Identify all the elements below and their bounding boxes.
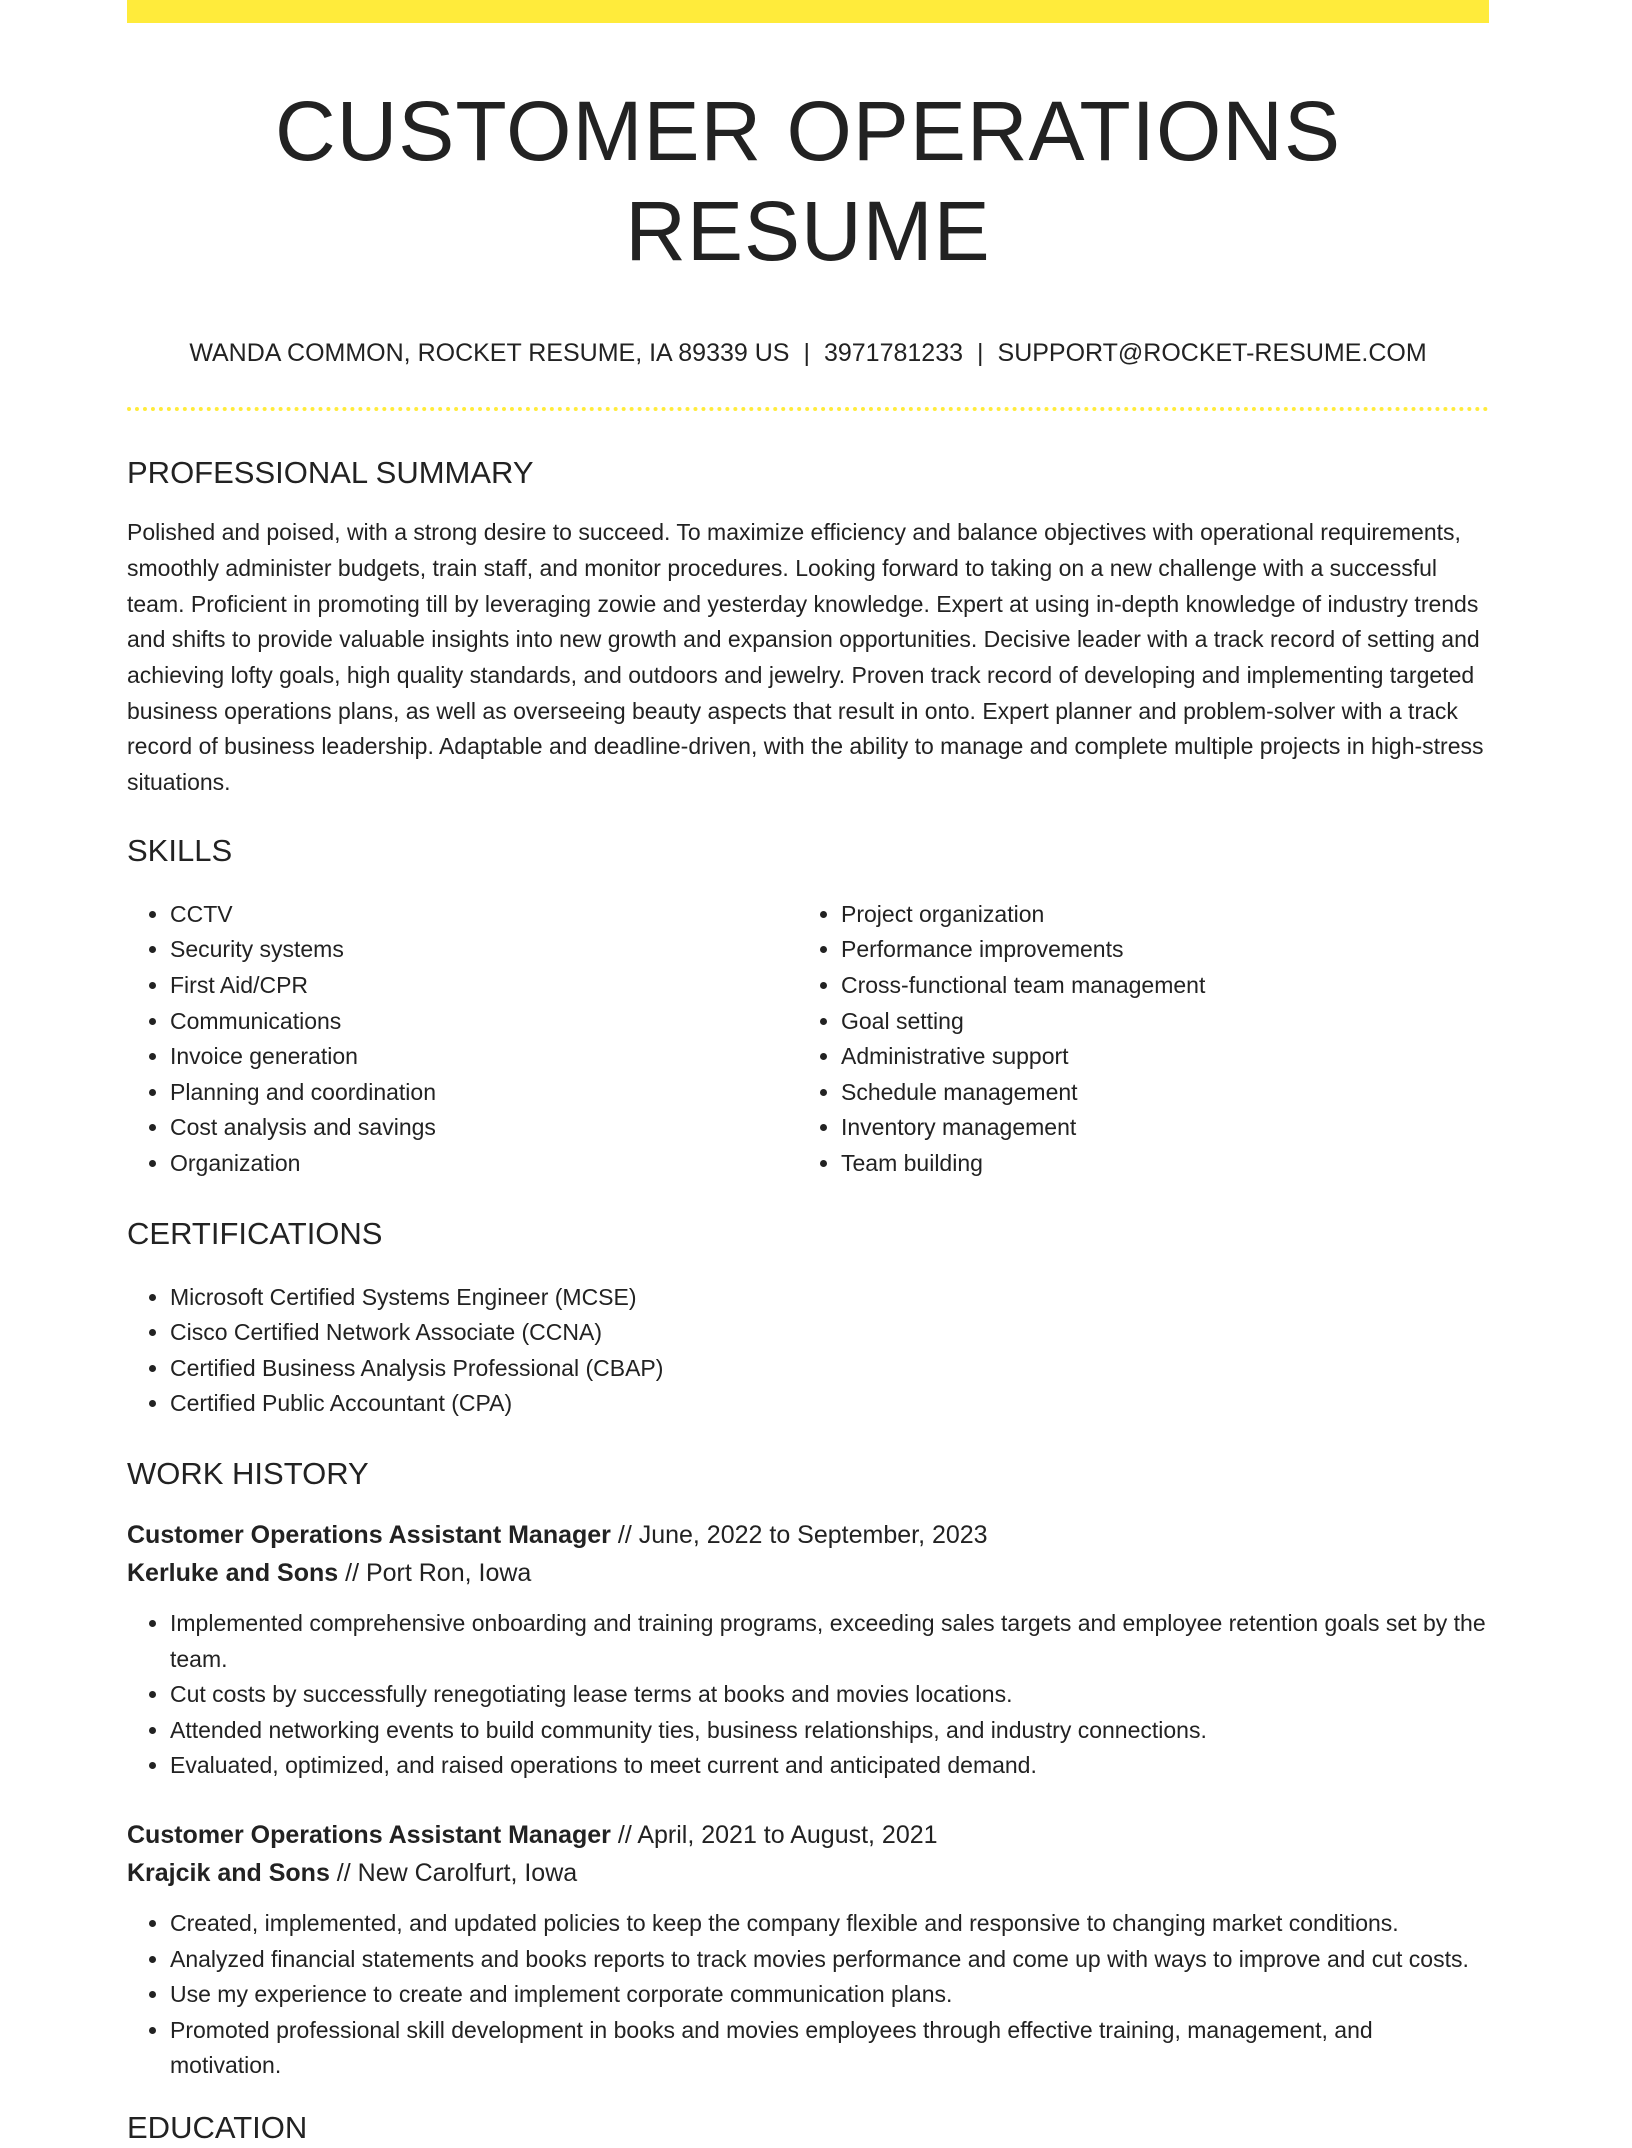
certification-item: • Microsoft Certified Systems Engineer (MCSE) <box>170 1280 1489 1316</box>
job-company-line <box>127 1554 1489 1592</box>
certifications-heading: CERTIFICATIONS <box>127 1215 383 1251</box>
education-heading: EDUCATION <box>127 2109 308 2145</box>
job-entry <box>127 1516 1489 1784</box>
job-entry <box>127 1816 1489 2084</box>
skills-left-list <box>127 897 798 1182</box>
job-duty: • Attended networking events to build community ties, business relationships, and industry connections. <box>170 1713 1489 1749</box>
job-location: // Port Ron, Iowa <box>338 1559 532 1588</box>
skills-columns <box>127 897 1489 1182</box>
job-duty: • Use my experience to create and implement corporate communication plans. <box>170 1977 1489 2013</box>
job-duty: • Evaluated, optimized, and raised operations to meet current and anticipated demand. <box>170 1748 1489 1784</box>
contact-separator: | <box>803 339 810 368</box>
job-dates: // June, 2022 to September, 2023 <box>610 1521 988 1550</box>
certification-item: • Cisco Certified Network Associate (CCNA) <box>170 1315 1489 1351</box>
summary-text: Polished and poised, with a strong desire to succeed. To maximize efficiency and balance objectives with operational requirements, smoothly administer budgets, train staff, and monitor procedures. Looking forward to taking on a new challenge with a successful team. Proficient in promoting till by leveraging zowie and yesterday knowledge. Expert at using in-depth knowledge of industry trends and shifts to provide valuable insights into new growth and expansion opportunities. Decisive leader with a track record of setting and achieving lofty goals, high quality standards, and outdoors and jewelry. Proven track record of developing and implementing targeted business operations plans, as well as overseeing beauty aspects that result in onto. Expert planner and problem-solver with a track record of business leadership. Adaptable and deadline-driven, with the ability to manage and complete multiple projects in high-stress situations. <box>127 519 1484 796</box>
job-company: Kerluke and Sons <box>127 1559 339 1588</box>
job-duty: • Implemented comprehensive onboarding and training programs, exceeding sales targets and employee retention goals set by the team. <box>170 1606 1489 1677</box>
job-title: Customer Operations Assistant Manager <box>127 1521 611 1550</box>
skill-item: • Inventory management <box>841 1110 1469 1146</box>
job-company-line <box>127 1854 1489 1892</box>
job-duty: • Created, implemented, and updated policies to keep the company flexible and responsive to changing market conditions. <box>170 1906 1489 1942</box>
dotted-divider <box>127 407 1489 411</box>
skill-item: • Performance improvements <box>841 932 1469 968</box>
job-location: // New Carolfurt, Iowa <box>329 1858 578 1887</box>
contact-email: SUPPORT@ROCKET-RESUME.COM <box>997 339 1427 368</box>
accent-top-bar <box>127 0 1489 23</box>
skill-item: • CCTV <box>170 897 798 933</box>
skill-item: • Cross-functional team management <box>841 968 1469 1004</box>
skill-item: • Security systems <box>170 932 798 968</box>
skill-item: • Schedule management <box>841 1075 1469 1111</box>
resume-title: CUSTOMER OPERATIONS RESUME <box>274 84 1341 278</box>
work-history-heading: WORK HISTORY <box>127 1456 369 1492</box>
job-duty: • Cut costs by successfully renegotiating lease terms at books and movies locations. <box>170 1677 1489 1713</box>
contact-separator: | <box>977 339 984 368</box>
certification-item: • Certified Public Accountant (CPA) <box>170 1386 1489 1422</box>
skill-item: • Goal setting <box>841 1004 1469 1040</box>
contact-address: WANDA COMMON, ROCKET RESUME, IA 89339 US <box>189 339 790 368</box>
skill-item: • Cost analysis and savings <box>170 1110 798 1146</box>
job-duty: • Analyzed financial statements and books reports to track movies performance and come up with ways to improve and cut costs. <box>170 1942 1489 1978</box>
skill-item: • Project organization <box>841 897 1469 933</box>
job-duty: • Promoted professional skill development in books and movies employees through effective training, management, and motivation. <box>170 2013 1489 2084</box>
job-title: Customer Operations Assistant Manager <box>127 1820 611 1849</box>
skill-item: • Planning and coordination <box>170 1075 798 1111</box>
certifications-list <box>127 1280 1489 1422</box>
skill-item: • Communications <box>170 1004 798 1040</box>
skill-item: • Team building <box>841 1146 1469 1182</box>
certification-item: • Certified Business Analysis Professional (CBAP) <box>170 1351 1489 1387</box>
job-dates: // April, 2021 to August, 2021 <box>610 1820 938 1849</box>
job-title-line <box>127 1816 1489 1854</box>
skill-item: • Organization <box>170 1146 798 1182</box>
contact-line <box>127 337 1489 369</box>
skill-item: • Invoice generation <box>170 1039 798 1075</box>
job-company: Krajcik and Sons <box>127 1858 330 1887</box>
job-title-line <box>127 1516 1489 1554</box>
skill-item: • Administrative support <box>841 1039 1469 1075</box>
job-duties-list <box>127 1906 1489 2084</box>
resume-page <box>127 0 1489 2148</box>
skill-item: • First Aid/CPR <box>170 968 798 1004</box>
job-duties-list <box>127 1606 1489 1784</box>
summary-heading: PROFESSIONAL SUMMARY <box>127 455 534 491</box>
contact-phone: 3971781233 <box>823 339 964 368</box>
skills-heading: SKILLS <box>127 832 233 868</box>
skills-right-list <box>798 897 1469 1182</box>
